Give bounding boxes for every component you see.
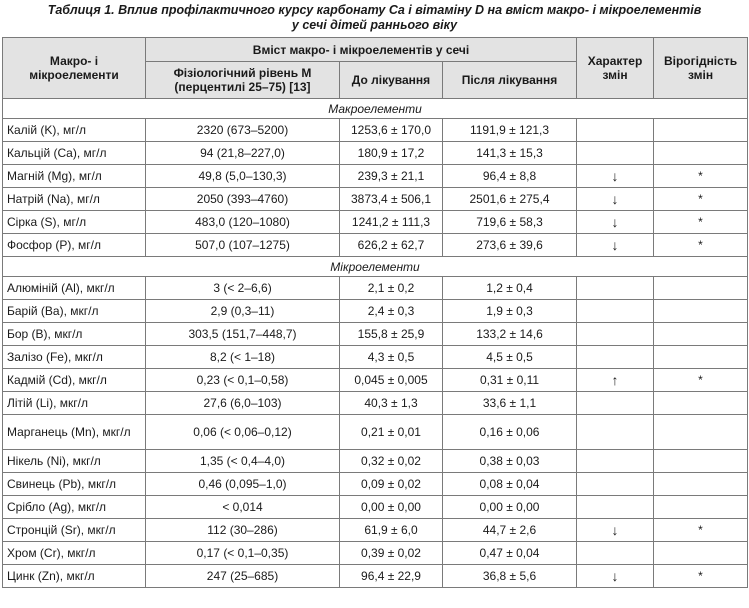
significance-cell	[654, 323, 748, 346]
element-name-cell: Барій (Ba), мкг/л	[3, 300, 146, 323]
after-treatment-cell: 0,31 ± 0,11	[443, 369, 577, 392]
before-treatment-cell: 0,21 ± 0,01	[340, 415, 443, 450]
before-treatment-cell: 40,3 ± 1,3	[340, 392, 443, 415]
change-direction-cell	[577, 277, 654, 300]
physio-level-cell: 247 (25–685)	[146, 565, 340, 588]
change-direction-cell: ↓	[577, 188, 654, 211]
element-name-cell: Срібло (Ag), мкг/л	[3, 496, 146, 519]
element-name-cell: Свинець (Pb), мкг/л	[3, 473, 146, 496]
physio-level-cell: 2050 (393–4760)	[146, 188, 340, 211]
table-row	[3, 188, 748, 211]
table-row	[3, 346, 748, 369]
element-name-cell: Сірка (S), мг/л	[3, 211, 146, 234]
physio-level-cell: 8,2 (< 1–18)	[146, 346, 340, 369]
physio-level-cell: < 0,014	[146, 496, 340, 519]
element-name-cell: Бор (B), мкг/л	[3, 323, 146, 346]
table-caption	[0, 3, 749, 33]
change-direction-cell	[577, 392, 654, 415]
before-treatment-cell: 2,1 ± 0,2	[340, 277, 443, 300]
significance-cell: *	[654, 211, 748, 234]
physio-level-cell: 2320 (673–5200)	[146, 119, 340, 142]
significance-cell: *	[654, 188, 748, 211]
change-direction-cell	[577, 473, 654, 496]
before-treatment-cell: 239,3 ± 21,1	[340, 165, 443, 188]
change-direction-cell	[577, 450, 654, 473]
before-treatment-cell: 180,9 ± 17,2	[340, 142, 443, 165]
element-name-cell: Кальцій (Ca), мг/л	[3, 142, 146, 165]
significance-cell	[654, 119, 748, 142]
after-treatment-cell: 4,5 ± 0,5	[443, 346, 577, 369]
element-name-cell: Цинк (Zn), мкг/л	[3, 565, 146, 588]
after-treatment-cell: 44,7 ± 2,6	[443, 519, 577, 542]
table-row	[3, 119, 748, 142]
change-direction-cell: ↓	[577, 211, 654, 234]
significance-cell	[654, 346, 748, 369]
element-name-cell: Фосфор (P), мг/л	[3, 234, 146, 257]
element-name-cell: Нікель (Ni), мкг/л	[3, 450, 146, 473]
physio-level-cell: 0,17 (< 0,1–0,35)	[146, 542, 340, 565]
after-treatment-cell: 133,2 ± 14,6	[443, 323, 577, 346]
header-content-group: Вміст макро- і мікроелементів у сечі	[146, 38, 577, 62]
table-row	[3, 165, 748, 188]
physio-level-cell: 49,8 (5,0–130,3)	[146, 165, 340, 188]
significance-cell: *	[654, 565, 748, 588]
header-element: Макро- і мікроелементи	[3, 38, 146, 99]
significance-cell: *	[654, 519, 748, 542]
caption-line-1: Таблиця 1. Вплив профілактичного курсу карбонату Ca і вітаміну D на вміст макро- і мікроелементів	[47, 3, 702, 17]
before-treatment-cell: 0,00 ± 0,00	[340, 496, 443, 519]
table-row	[3, 277, 748, 300]
after-treatment-cell: 1,9 ± 0,3	[443, 300, 577, 323]
table-row	[3, 450, 748, 473]
change-direction-cell	[577, 323, 654, 346]
header-before: До лікування	[340, 62, 443, 99]
physio-level-cell: 94 (21,8–227,0)	[146, 142, 340, 165]
before-treatment-cell: 1241,2 ± 111,3	[340, 211, 443, 234]
physio-level-cell: 112 (30–286)	[146, 519, 340, 542]
before-treatment-cell: 155,8 ± 25,9	[340, 323, 443, 346]
after-treatment-cell: 0,16 ± 0,06	[443, 415, 577, 450]
physio-level-cell: 507,0 (107–1275)	[146, 234, 340, 257]
table-row	[3, 211, 748, 234]
table-row	[3, 142, 748, 165]
table-row	[3, 369, 748, 392]
physio-level-cell: 483,0 (120–1080)	[146, 211, 340, 234]
element-name-cell: Магній (Mg), мг/л	[3, 165, 146, 188]
before-treatment-cell: 0,39 ± 0,02	[340, 542, 443, 565]
change-direction-cell	[577, 415, 654, 450]
table-row	[3, 300, 748, 323]
change-direction-cell: ↓	[577, 234, 654, 257]
header-physio: Фізіологічний рівень М (перцентилі 25–75) [13]	[146, 62, 340, 99]
before-treatment-cell: 0,09 ± 0,02	[340, 473, 443, 496]
physio-level-cell: 27,6 (6,0–103)	[146, 392, 340, 415]
significance-cell	[654, 415, 748, 450]
table-row	[3, 473, 748, 496]
significance-cell	[654, 450, 748, 473]
before-treatment-cell: 1253,6 ± 170,0	[340, 119, 443, 142]
element-name-cell: Алюміній (Al), мкг/л	[3, 277, 146, 300]
after-treatment-cell: 1,2 ± 0,4	[443, 277, 577, 300]
table-row	[3, 415, 748, 450]
element-name-cell: Літій (Li), мкг/л	[3, 392, 146, 415]
before-treatment-cell: 4,3 ± 0,5	[340, 346, 443, 369]
physio-level-cell: 303,5 (151,7–448,7)	[146, 323, 340, 346]
element-name-cell: Натрій (Na), мг/л	[3, 188, 146, 211]
header-change: Характер змін	[577, 38, 654, 99]
significance-cell	[654, 300, 748, 323]
physio-level-cell: 0,06 (< 0,06–0,12)	[146, 415, 340, 450]
table-row	[3, 519, 748, 542]
element-name-cell: Калій (K), мг/л	[3, 119, 146, 142]
group-header-row	[3, 99, 748, 119]
after-treatment-cell: 1191,9 ± 121,3	[443, 119, 577, 142]
table-row	[3, 542, 748, 565]
after-treatment-cell: 0,00 ± 0,00	[443, 496, 577, 519]
after-treatment-cell: 0,47 ± 0,04	[443, 542, 577, 565]
after-treatment-cell: 719,6 ± 58,3	[443, 211, 577, 234]
physio-level-cell: 0,46 (0,095–1,0)	[146, 473, 340, 496]
significance-cell	[654, 542, 748, 565]
group-header-row	[3, 257, 748, 277]
after-treatment-cell: 96,4 ± 8,8	[443, 165, 577, 188]
before-treatment-cell: 61,9 ± 6,0	[340, 519, 443, 542]
significance-cell	[654, 277, 748, 300]
group-title: Макроелементи	[3, 99, 748, 119]
before-treatment-cell: 0,32 ± 0,02	[340, 450, 443, 473]
table-row	[3, 392, 748, 415]
change-direction-cell: ↑	[577, 369, 654, 392]
significance-cell: *	[654, 165, 748, 188]
table-row	[3, 565, 748, 588]
change-direction-cell	[577, 346, 654, 369]
element-name-cell: Залізо (Fe), мкг/л	[3, 346, 146, 369]
before-treatment-cell: 0,045 ± 0,005	[340, 369, 443, 392]
after-treatment-cell: 273,6 ± 39,6	[443, 234, 577, 257]
change-direction-cell	[577, 142, 654, 165]
after-treatment-cell: 141,3 ± 15,3	[443, 142, 577, 165]
element-name-cell: Марганець (Mn), мкг/л	[3, 415, 146, 450]
before-treatment-cell: 2,4 ± 0,3	[340, 300, 443, 323]
significance-cell	[654, 392, 748, 415]
significance-cell	[654, 142, 748, 165]
before-treatment-cell: 3873,4 ± 506,1	[340, 188, 443, 211]
physio-level-cell: 0,23 (< 0,1–0,58)	[146, 369, 340, 392]
after-treatment-cell: 0,08 ± 0,04	[443, 473, 577, 496]
data-table	[2, 37, 748, 588]
significance-cell: *	[654, 369, 748, 392]
table-row	[3, 496, 748, 519]
physio-level-cell: 3 (< 2–6,6)	[146, 277, 340, 300]
caption-line-2: у сечі дітей раннього віку	[291, 18, 458, 32]
element-name-cell: Кадмій (Cd), мкг/л	[3, 369, 146, 392]
table-row	[3, 323, 748, 346]
element-name-cell: Стронцій (Sr), мкг/л	[3, 519, 146, 542]
after-treatment-cell: 2501,6 ± 275,4	[443, 188, 577, 211]
change-direction-cell	[577, 542, 654, 565]
header-after: Після лікування	[443, 62, 577, 99]
physio-level-cell: 2,9 (0,3–11)	[146, 300, 340, 323]
change-direction-cell	[577, 300, 654, 323]
change-direction-cell	[577, 496, 654, 519]
change-direction-cell	[577, 119, 654, 142]
group-title: Мікроелементи	[3, 257, 748, 277]
significance-cell	[654, 496, 748, 519]
before-treatment-cell: 626,2 ± 62,7	[340, 234, 443, 257]
table-row	[3, 234, 748, 257]
after-treatment-cell: 0,38 ± 0,03	[443, 450, 577, 473]
element-name-cell: Хром (Cr), мкг/л	[3, 542, 146, 565]
header-significance: Вірогідність змін	[654, 38, 748, 99]
table-body	[3, 99, 748, 588]
change-direction-cell: ↓	[577, 165, 654, 188]
after-treatment-cell: 33,6 ± 1,1	[443, 392, 577, 415]
table-header	[3, 38, 748, 99]
before-treatment-cell: 96,4 ± 22,9	[340, 565, 443, 588]
significance-cell: *	[654, 234, 748, 257]
after-treatment-cell: 36,8 ± 5,6	[443, 565, 577, 588]
change-direction-cell: ↓	[577, 565, 654, 588]
significance-cell	[654, 473, 748, 496]
physio-level-cell: 1,35 (< 0,4–4,0)	[146, 450, 340, 473]
change-direction-cell: ↓	[577, 519, 654, 542]
